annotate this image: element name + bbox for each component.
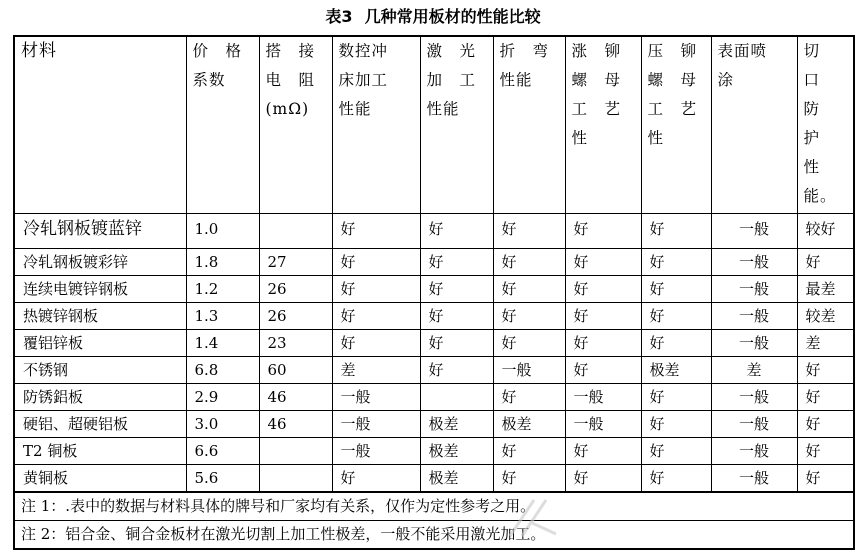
cell-press-rivet-nut: 好 — [641, 249, 711, 276]
cell-laser: 极差 — [420, 465, 493, 493]
table-row — [14, 276, 854, 303]
cell-bending: 好 — [493, 214, 565, 249]
cell-expansion-rivet-nut: 好 — [565, 249, 641, 276]
table-title: 几种常用板材的性能比较 — [364, 7, 541, 26]
header-price-factor: 价 格 系数 — [186, 36, 259, 214]
header-press-rivet-nut: 压 铆 螺 母 工 艺 性 — [641, 36, 711, 214]
cell-laser: 好 — [420, 357, 493, 384]
cell-surface-spray: 一般 — [711, 303, 797, 330]
cell-expansion-rivet-nut: 好 — [565, 303, 641, 330]
cell-press-rivet-nut: 好 — [641, 303, 711, 330]
cell-price-factor: 6.6 — [186, 438, 259, 465]
header-laser: 激 光 加 工 性能 — [420, 36, 493, 214]
cell-price-factor: 2.9 — [186, 384, 259, 411]
cell-surface-spray: 一般 — [711, 276, 797, 303]
cell-surface-spray: 一般 — [711, 465, 797, 493]
cell-laser: 好 — [420, 276, 493, 303]
header-lap-resistance: 搭 接 电 阻 (mΩ) — [259, 36, 332, 214]
cell-cnc-punch: 差 — [332, 357, 420, 384]
cell-edge-protection: 差 — [797, 330, 854, 357]
cell-cnc-punch: 好 — [332, 303, 420, 330]
cell-material: 覆铝锌板 — [14, 330, 186, 357]
cell-cnc-punch: 一般 — [332, 411, 420, 438]
header-expansion-rivet-nut: 涨 铆 螺 母 工 艺 性 — [565, 36, 641, 214]
cell-surface-spray: 一般 — [711, 438, 797, 465]
table-row — [14, 384, 854, 411]
note-text: 注 1：.表中的数据与材料具体的牌号和厂家均有关系，仅作为定性参考之用。 — [14, 492, 854, 521]
cell-laser: 极差 — [420, 438, 493, 465]
cell-laser: 好 — [420, 303, 493, 330]
cell-edge-protection: 好 — [797, 438, 854, 465]
cell-expansion-rivet-nut: 一般 — [565, 411, 641, 438]
cell-bending: 好 — [493, 249, 565, 276]
table-row — [14, 465, 854, 493]
cell-expansion-rivet-nut: 好 — [565, 214, 641, 249]
cell-lap-resistance: 27 — [259, 249, 332, 276]
cell-lap-resistance — [259, 465, 332, 493]
cell-material: 防锈鋁板 — [14, 384, 186, 411]
cell-edge-protection: 较好 — [797, 214, 854, 249]
comparison-table — [13, 35, 855, 550]
table-row — [14, 438, 854, 465]
cell-cnc-punch: 好 — [332, 276, 420, 303]
cell-surface-spray: 差 — [711, 357, 797, 384]
cell-bending: 好 — [493, 384, 565, 411]
cell-edge-protection: 好 — [797, 384, 854, 411]
cell-expansion-rivet-nut: 好 — [565, 276, 641, 303]
cell-laser: 好 — [420, 214, 493, 249]
cell-bending: 好 — [493, 330, 565, 357]
cell-surface-spray: 一般 — [711, 384, 797, 411]
cell-material: 硬铝、超硬铝板 — [14, 411, 186, 438]
cell-lap-resistance: 60 — [259, 357, 332, 384]
cell-surface-spray: 一般 — [711, 411, 797, 438]
cell-price-factor: 1.3 — [186, 303, 259, 330]
cell-cnc-punch: 好 — [332, 249, 420, 276]
cell-bending: 好 — [493, 438, 565, 465]
table-row — [14, 411, 854, 438]
table-number: 表3 — [325, 7, 353, 26]
cell-press-rivet-nut: 好 — [641, 438, 711, 465]
cell-press-rivet-nut: 好 — [641, 384, 711, 411]
header-bending: 折 弯 性能 — [493, 36, 565, 214]
header-row — [14, 36, 854, 214]
table-row — [14, 303, 854, 330]
cell-expansion-rivet-nut: 好 — [565, 357, 641, 384]
cell-bending: 好 — [493, 276, 565, 303]
cell-lap-resistance: 26 — [259, 276, 332, 303]
cell-press-rivet-nut: 好 — [641, 411, 711, 438]
cell-expansion-rivet-nut: 好 — [565, 330, 641, 357]
cell-edge-protection: 好 — [797, 465, 854, 493]
cell-cnc-punch: 好 — [332, 330, 420, 357]
cell-surface-spray: 一般 — [711, 330, 797, 357]
cell-expansion-rivet-nut: 好 — [565, 438, 641, 465]
cell-edge-protection: 好 — [797, 411, 854, 438]
cell-press-rivet-nut: 极差 — [641, 357, 711, 384]
cell-laser: 好 — [420, 249, 493, 276]
cell-laser: 好 — [420, 330, 493, 357]
table-row — [14, 214, 854, 249]
cell-price-factor: 1.0 — [186, 214, 259, 249]
cell-edge-protection: 最差 — [797, 276, 854, 303]
cell-price-factor: 6.8 — [186, 357, 259, 384]
cell-bending: 好 — [493, 465, 565, 493]
cell-material: 冷轧钢板镀彩锌 — [14, 249, 186, 276]
header-cnc-punch: 数控冲 床加工 性能 — [332, 36, 420, 214]
table-row — [14, 330, 854, 357]
header-edge-protection: 切 口 防 护 性 能。 — [797, 36, 854, 214]
note-row — [14, 521, 854, 550]
header-surface-spray: 表面喷 涂 — [711, 36, 797, 214]
cell-lap-resistance: 46 — [259, 411, 332, 438]
table-row — [14, 357, 854, 384]
cell-cnc-punch: 好 — [332, 465, 420, 493]
cell-lap-resistance — [259, 438, 332, 465]
cell-price-factor: 1.4 — [186, 330, 259, 357]
cell-price-factor: 1.2 — [186, 276, 259, 303]
cell-edge-protection: 好 — [797, 357, 854, 384]
cell-lap-resistance: 26 — [259, 303, 332, 330]
cell-press-rivet-nut: 好 — [641, 330, 711, 357]
cell-bending: 一般 — [493, 357, 565, 384]
cell-press-rivet-nut: 好 — [641, 465, 711, 493]
cell-edge-protection: 好 — [797, 249, 854, 276]
cell-lap-resistance — [259, 214, 332, 249]
cell-material: T2 铜板 — [14, 438, 186, 465]
cell-laser — [420, 384, 493, 411]
cell-lap-resistance: 46 — [259, 384, 332, 411]
cell-press-rivet-nut: 好 — [641, 276, 711, 303]
cell-material: 冷轧钢板镀蓝锌 — [14, 214, 186, 249]
cell-bending: 极差 — [493, 411, 565, 438]
cell-price-factor: 5.6 — [186, 465, 259, 493]
cell-press-rivet-nut: 好 — [641, 214, 711, 249]
header-material: 材料 — [14, 36, 186, 214]
cell-expansion-rivet-nut: 一般 — [565, 384, 641, 411]
cell-bending: 好 — [493, 303, 565, 330]
cell-cnc-punch: 一般 — [332, 438, 420, 465]
note-text: 注 2：铝合金、铜合金板材在激光切割上加工性极差，一般不能采用激光加工。 — [14, 521, 854, 550]
cell-cnc-punch: 好 — [332, 214, 420, 249]
cell-lap-resistance: 23 — [259, 330, 332, 357]
cell-expansion-rivet-nut: 好 — [565, 465, 641, 493]
cell-material: 热镀锌钢板 — [14, 303, 186, 330]
table-caption — [0, 4, 866, 27]
cell-price-factor: 3.0 — [186, 411, 259, 438]
cell-laser: 极差 — [420, 411, 493, 438]
cell-price-factor: 1.8 — [186, 249, 259, 276]
note-row — [14, 492, 854, 521]
cell-material: 黄铜板 — [14, 465, 186, 493]
cell-edge-protection: 较差 — [797, 303, 854, 330]
cell-surface-spray: 一般 — [711, 214, 797, 249]
cell-material: 连续电镀锌钢板 — [14, 276, 186, 303]
cell-material: 不锈钢 — [14, 357, 186, 384]
cell-surface-spray: 一般 — [711, 249, 797, 276]
table-row — [14, 249, 854, 276]
cell-cnc-punch: 一般 — [332, 384, 420, 411]
